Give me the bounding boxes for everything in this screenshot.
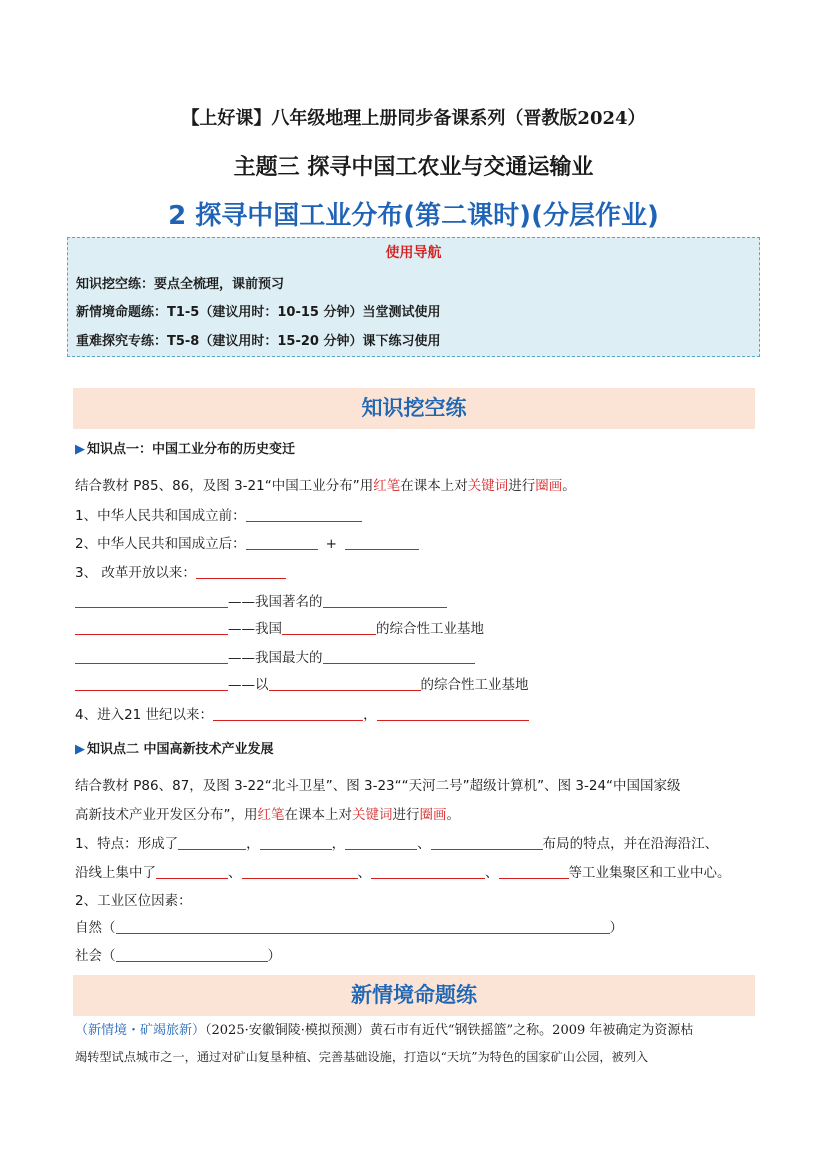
text: ——我国最大的 [228, 650, 323, 666]
kp2-intro-line2 [75, 803, 460, 823]
answer-blank[interactable] [377, 706, 529, 721]
text: 3、 改革开放以来： [75, 565, 196, 581]
text: 沿线上集中了 [75, 865, 156, 881]
question-intro-line1 [75, 1019, 693, 1038]
triangle-bullet-icon: ▶ [75, 742, 85, 757]
lesson-title: 2 探寻中国工业分布(第二课时)(分层作业) [168, 201, 659, 231]
answer-blank[interactable] [196, 564, 286, 579]
text: 的综合性工业基地 [376, 621, 484, 637]
answer-blank[interactable] [178, 835, 246, 850]
text: 1、中华人民共和国成立前： [75, 508, 246, 524]
kp1-intro [75, 474, 576, 494]
kp2-nature [75, 916, 623, 936]
text: 社会（ [75, 948, 116, 964]
kp2-f2 [75, 861, 731, 881]
red-text: 圈画 [419, 807, 447, 823]
answer-blank[interactable] [323, 649, 475, 664]
answer-blank[interactable] [75, 620, 228, 635]
text: 进行 [392, 807, 420, 823]
text: 4、进入21 世纪以来： [75, 707, 214, 723]
answer-blank[interactable] [75, 593, 228, 608]
kp1-heading: 知识点一：中国工业分布的历史变迁 [87, 442, 296, 457]
red-text: 关键词 [352, 807, 393, 823]
kp1-q3-row [75, 646, 475, 666]
kp2-social [75, 944, 281, 964]
knowledge-point-1 [75, 438, 295, 457]
kp1-q3-row [75, 673, 529, 693]
answer-blank[interactable] [345, 835, 417, 850]
text: 、 [485, 865, 499, 881]
guide-line: 知识挖空练：要点全梳理，课前预习 [76, 277, 285, 292]
knowledge-point-2 [75, 738, 274, 757]
answer-blank[interactable] [260, 835, 332, 850]
red-text: 圈画 [535, 478, 563, 494]
section-banner-knowledge: 知识挖空练 [73, 388, 755, 429]
text: 。 [446, 807, 460, 823]
text: ——我国著名的 [228, 594, 323, 610]
answer-blank[interactable] [75, 676, 228, 691]
answer-blank[interactable] [345, 535, 419, 550]
guide-line: 新情境命题练：T1-5（建议用时：10-15 分钟）当堂测试使用 [76, 305, 441, 320]
answer-blank[interactable] [323, 593, 447, 608]
text: 的综合性工业基地 [420, 677, 529, 693]
text: ——我国 [228, 621, 282, 637]
usage-guide-box [67, 237, 760, 357]
answer-blank[interactable] [156, 864, 228, 879]
kp1-q3-row [75, 590, 447, 610]
series-title: 【上好课】八年级地理上册同步备课系列（晋教版2024） [181, 108, 646, 129]
answer-blank[interactable] [431, 835, 543, 850]
answer-blank[interactable] [371, 864, 485, 879]
text: 2、中华人民共和国成立后： [75, 536, 246, 552]
text: ） [609, 920, 623, 936]
red-text: 红笔 [257, 807, 285, 823]
text: ） [267, 948, 281, 964]
text: 等工业集聚区和工业中心。 [568, 865, 731, 881]
text: 1、特点：形成了 [75, 836, 179, 852]
answer-blank[interactable] [246, 535, 318, 550]
kp2-f1 [75, 832, 718, 852]
context-tag: （新情境・矿竭旅新） [75, 1023, 206, 1038]
text: 布局的特点，并在沿海沿江、 [542, 836, 719, 852]
question-intro-line2: 竭转型试点城市之一，通过对矿山复垦种植、完善基础设施，打造以“天坑”为特色的国家矿山公园，被列入 [75, 1050, 649, 1064]
text: ， [246, 836, 260, 852]
text: ， [363, 707, 377, 723]
red-text: 关键词 [467, 478, 509, 494]
text: 黄石市有近代“钢铁摇篮”之称。2009 年被确定为资源枯 [369, 1023, 694, 1038]
triangle-bullet-icon: ▶ [75, 442, 85, 457]
text: ——以 [228, 677, 269, 693]
kp1-q4 [75, 703, 529, 723]
text: 。 [562, 478, 576, 494]
plus-sign: + [325, 536, 337, 552]
guide-line: 重难探究专练：T5-8（建议用时：15-20 分钟）课下练习使用 [76, 334, 441, 349]
answer-blank[interactable] [75, 649, 228, 664]
text: 进行 [508, 478, 536, 494]
kp1-q3 [75, 561, 286, 581]
text: 结合教材 P85、86，及图 3-21“中国工业分布”用 [75, 478, 374, 494]
text: 、 [357, 865, 371, 881]
section-banner-new-context: 新情境命题练 [73, 975, 755, 1016]
kp2-intro-line1: 结合教材 P86、87，及图 3-22“北斗卫星”、图 3-23““天河二号”超级计算机”、图 3-24“中国国家级 [75, 778, 681, 794]
kp2-q2: 2、工业区位因素： [75, 893, 192, 909]
source-note: （2025·安徽铜陵·模拟预测） [205, 1023, 370, 1038]
text: 在课本上对 [284, 807, 352, 823]
text: 高新技术产业开发区分布”，用 [75, 807, 258, 823]
answer-blank[interactable] [269, 676, 421, 691]
text: 、 [417, 836, 431, 852]
answer-blank[interactable] [246, 507, 362, 522]
text: ， [331, 836, 346, 852]
text: 在课本上对 [400, 478, 468, 494]
red-text: 红笔 [373, 478, 401, 494]
text: 、 [228, 865, 242, 881]
answer-blank[interactable] [282, 620, 376, 635]
kp2-heading: 知识点二 中国高新技术产业发展 [87, 742, 274, 757]
answer-blank[interactable] [499, 864, 569, 879]
usage-guide-title: 使用导航 [385, 245, 442, 261]
theme-title: 主题三 探寻中国工农业与交通运输业 [233, 155, 594, 180]
kp1-q2 [75, 532, 419, 552]
answer-blank[interactable] [116, 919, 610, 934]
kp1-q1 [75, 504, 362, 524]
answer-blank[interactable] [213, 706, 363, 721]
kp1-q3-row [75, 617, 484, 637]
answer-blank[interactable] [242, 864, 358, 879]
text: 自然（ [75, 920, 116, 936]
answer-blank[interactable] [116, 947, 268, 962]
